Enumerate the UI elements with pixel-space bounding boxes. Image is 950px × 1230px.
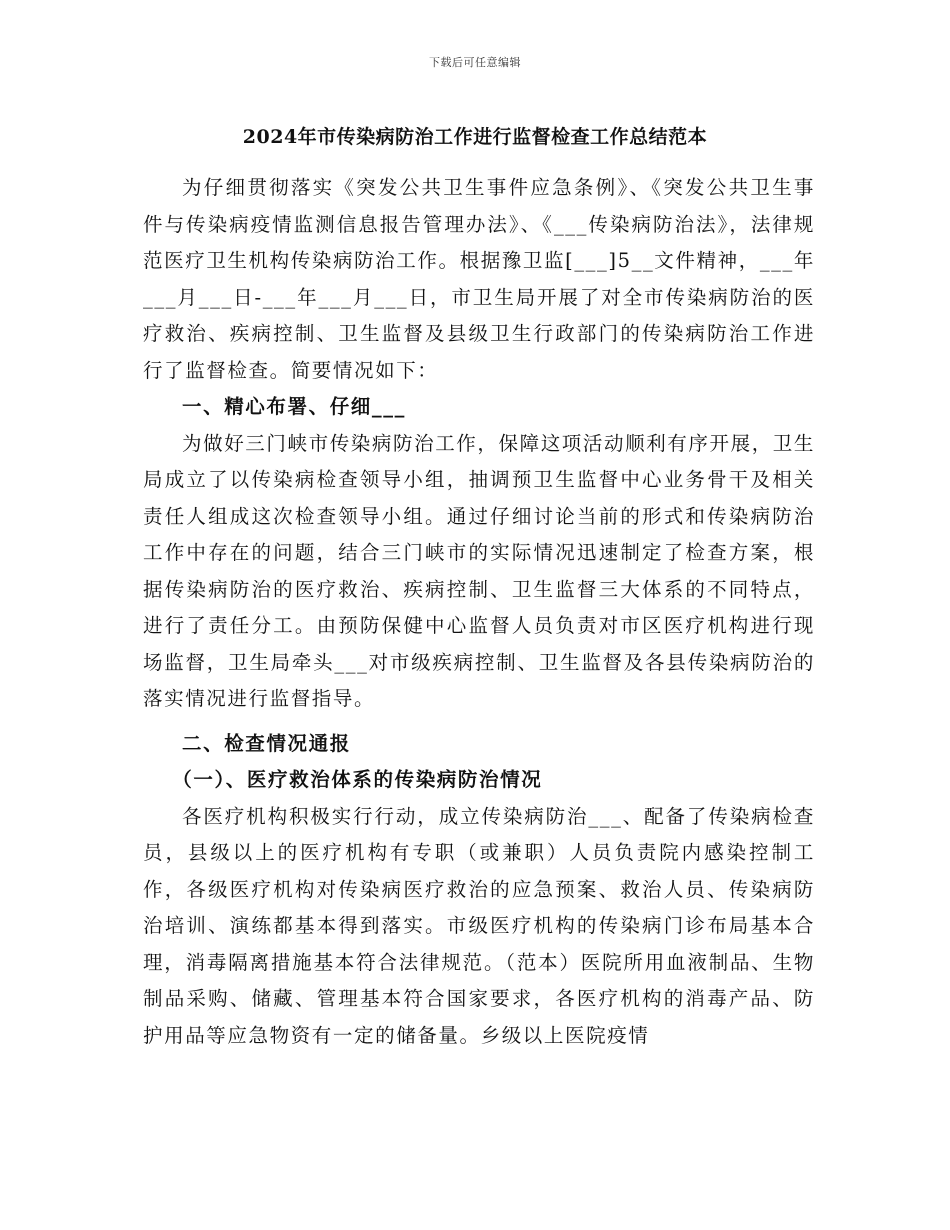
- heading-subsection-1: （一）、医疗救治体系的传染病防治情况: [172, 768, 543, 791]
- paragraph-subsection-1: 各医疗机构积极实行行动，成立传染病防治___、配备了传染病检查员，县级以上的医疗机构有专职（或兼职）人员负责院内感染控制工作，各级医疗机构对传染病医疗救治的应急预案、救治人员、传染病防治培训、演练都基本得到落实。市级医疗机构的传染病门诊布局基本合理，消毒隔离措施基本符合法律规范。（范本）医院所用血液制品、生物制品采购、储藏、管理基本符合国家要求，各医疗机构的消毒产品、防护用品等应急物资有一定的储备量。乡级以上医院疫情: [143, 804, 815, 1047]
- header-note: 下载后可任意编辑: [429, 56, 521, 69]
- heading-section-1: 一、精心布署、仔细___: [182, 395, 406, 418]
- paragraph-section-1: 为做好三门峡市传染病防治工作，保障这项活动顺利有序开展，卫生局成立了以传染病检查领导小组，抽调预卫生监督中心业务骨干及相关责任人组成这次检查领导小组。通过仔细讨论当前的形式和传染病防治工作中存在的问题，结合三门峡市的实际情况迅速制定了检查方案，根据传染病防治的医疗救治、疾病控制、卫生监督三大体系的不同特点，进行了责任分工。由预防保健中心监督人员负责对市区医疗机构进行现场监督，卫生局牵头___对市级疾病控制、卫生监督及各县传染病防治的落实情况进行监督指导。: [143, 431, 816, 710]
- page-title: 2024年市传染病防治工作进行监督检查工作总结范本: [242, 126, 708, 148]
- document-body: [143, 170, 815, 1054]
- heading-section-2: 二、检查情况通报: [182, 731, 351, 755]
- paragraph-intro: 为仔细贯彻落实《突发公共卫生事件应急条例》、《突发公共卫生事件与传染病疫情监测信息报告管理办法》、《___传染病防治法》，法律规范医疗卫生机构传染病防治工作。根据豫卫监[___]5__文件精神，___年___月___日-___年___月___日，市卫生局开展了对全市传染病防治的医疗救治、疾病控制、卫生监督及县级卫生行政部门的传染病防治工作进行了监督检查。简要情况如下：: [143, 176, 815, 382]
